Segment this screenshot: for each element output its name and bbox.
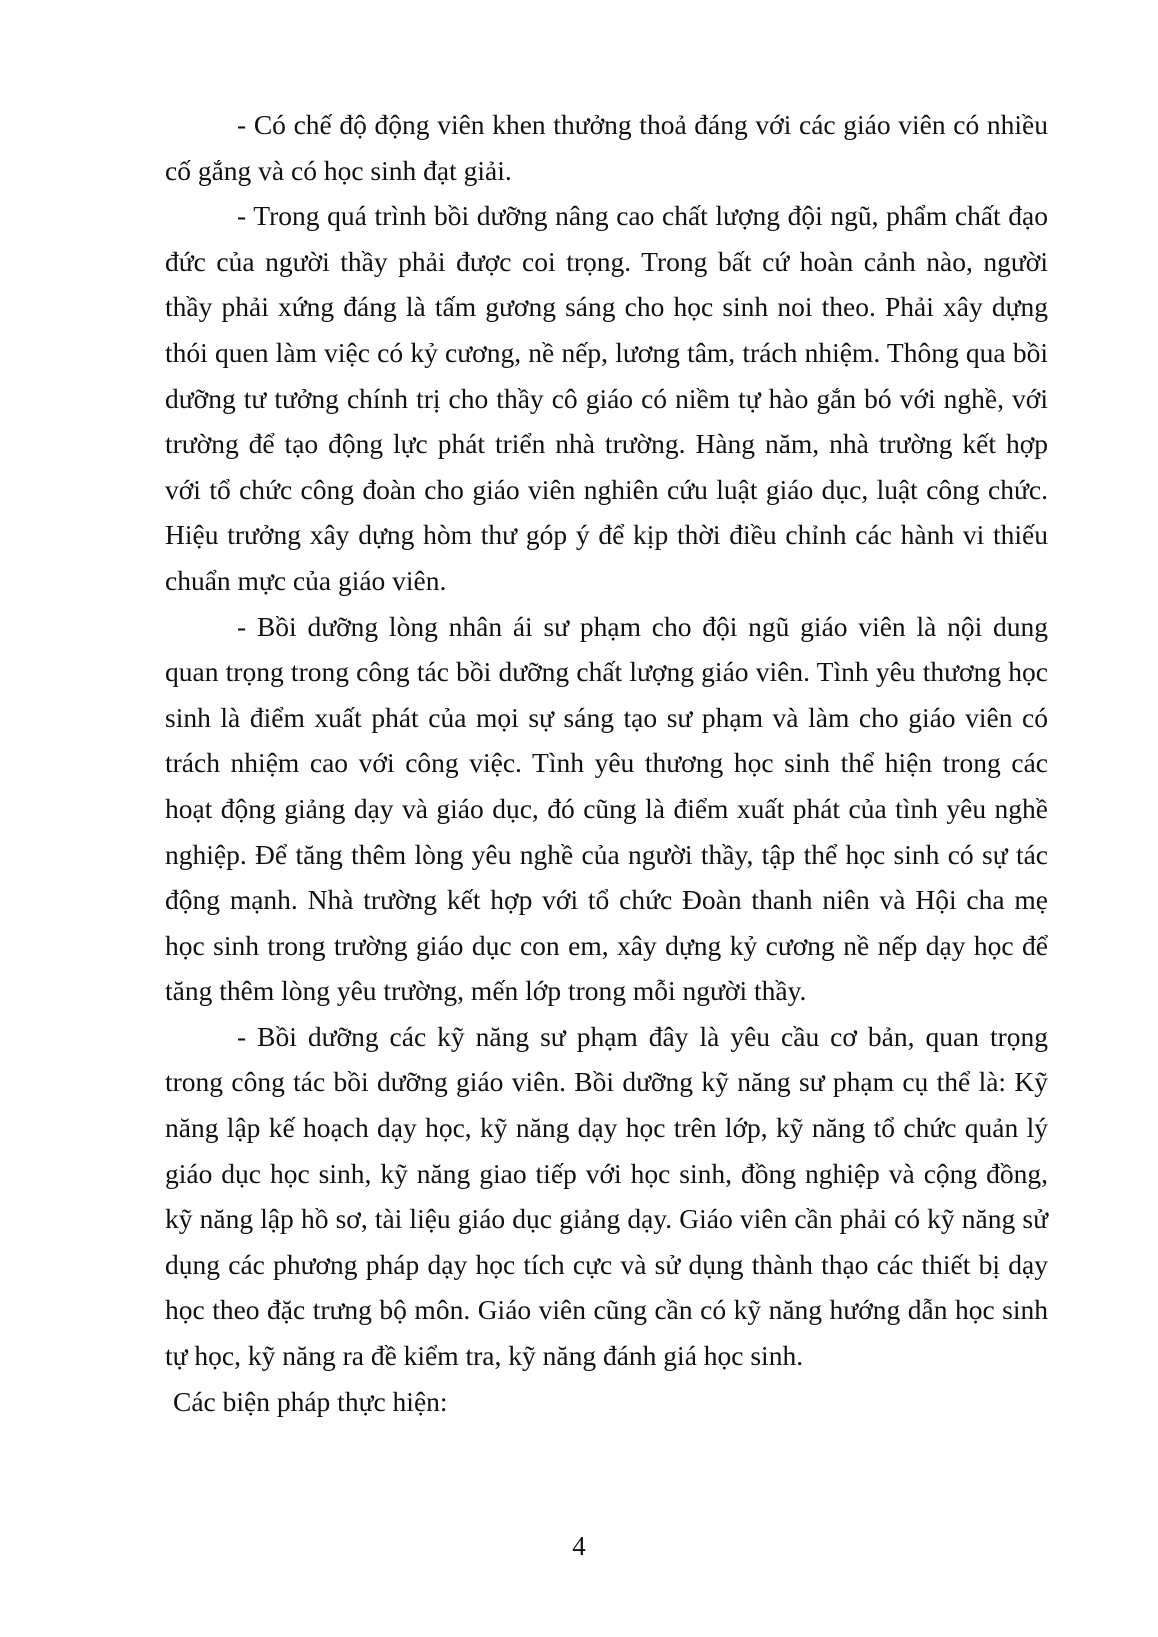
paragraph-teacher-ethics: - Trong quá trình bồi dưỡng nâng cao chất lượng đội ngũ, phẩm chất đạo đức của người thầy phải được coi trọng. Trong bất cứ hoàn cảnh nào, người thầy phải xứng đáng là tấm gương sáng cho học sinh noi theo. Phải xây dựng thói quen làm việc có kỷ cương, nề nếp, lương tâm, trách nhiệm. Thông qua bồi dưỡng tư tưởng chính trị cho thầy cô giáo có niềm tự hào gắn bó với nghề, với trường để tạo động lực phát triển nhà trường. Hàng năm, nhà trường kết hợp với tổ chức công đoàn cho giáo viên nghiên cứu luật giáo dục, luật công chức. Hiệu trưởng xây dựng hòm thư góp ý để kịp thời điều chỉnh các hành vi thiếu chuẩn mực của giáo viên. (165, 200, 1048, 596)
paragraph-pedagogical-compassion: - Bồi dưỡng lòng nhân ái sư phạm cho đội ngũ giáo viên là nội dung quan trọng trong công tác bồi dưỡng chất lượng giáo viên. Tình yêu thương học sinh là điểm xuất phát của mọi sự sáng tạo sư phạm và làm cho giáo viên có trách nhiệm cao với công việc. Tình yêu thương học sinh thể hiện trong các hoạt động giảng dạy và giáo dục, đó cũng là điểm xuất phát của tình yêu nghề nghiệp. Để tăng thêm lòng yêu nghề của người thầy, tập thể học sinh có sự tác động mạnh. Nhà trường kết hợp với tổ chức Đoàn thanh niên và Hội cha mẹ học sinh trong trường giáo dục con em, xây dựng kỷ cương nề nếp dạy học để tăng thêm lòng yêu trường, mến lớp trong mỗi người thầy. (165, 610, 1048, 1007)
page-body (165, 102, 1048, 1424)
paragraph-reward-policy: - Có chế độ động viên khen thưởng thoả đáng với các giáo viên có nhiều cố gắng và có học sinh đạt giải. (165, 109, 1048, 186)
section-label-implementation-measures: Các biện pháp thực hiện: (173, 1385, 448, 1417)
paragraph-pedagogical-skills: - Bồi dưỡng các kỹ năng sư phạm đây là yêu cầu cơ bản, quan trọng trong công tác bồi dưỡng giáo viên. Bồi dưỡng kỹ năng sư phạm cụ thể là: Kỹ năng lập kế hoạch dạy học, kỹ năng dạy học trên lớp, kỹ năng tổ chức quản lý giáo dục học sinh, kỹ năng giao tiếp với học sinh, đồng nghiệp và cộng đồng, kỹ năng lập hồ sơ, tài liệu giáo dục giảng dạy. Giáo viên cần phải có kỹ năng sử dụng các phương pháp dạy học tích cực và sử dụng thành thạo các thiết bị dạy học theo đặc trưng bộ môn. Giáo viên cũng cần có kỹ năng hướng dẫn học sinh tự học, kỹ năng ra đề kiểm tra, kỹ năng đánh giá học sinh. (165, 1020, 1048, 1372)
page-number: 4 (572, 1531, 586, 1561)
